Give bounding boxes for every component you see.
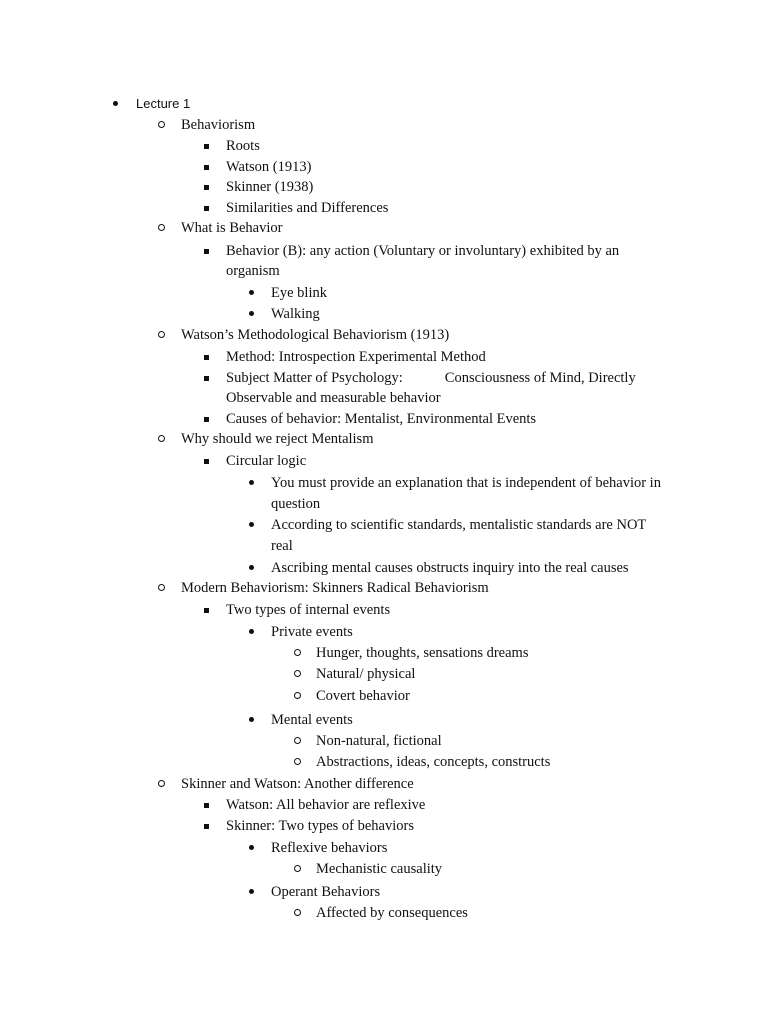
list-item: Mechanistic causality xyxy=(316,861,443,877)
bullet-square-icon xyxy=(204,347,209,367)
what-is-behavior-heading: What is Behavior xyxy=(181,220,283,236)
subject-matter-value: Consciousness of Mind, Directly xyxy=(444,370,636,386)
list-item: Watson (1913) xyxy=(226,159,312,175)
list-item: Eye blink xyxy=(271,285,327,301)
bullet-square-icon xyxy=(204,368,209,388)
list-item: Affected by consequences xyxy=(316,905,468,921)
list-item: Reflexive behaviors xyxy=(271,840,388,856)
behaviorism-heading: Behaviorism xyxy=(181,117,256,133)
bullet-dot-icon xyxy=(249,557,254,577)
list-item: Natural/ physical xyxy=(316,666,416,682)
bullet-circle-icon xyxy=(158,115,165,135)
bullet-square-icon xyxy=(204,198,209,218)
list-item: Abstractions, ideas, concepts, constructs xyxy=(316,754,551,770)
bullet-square-icon xyxy=(204,600,209,620)
list-item: Walking xyxy=(271,306,320,322)
bullet-circle-icon xyxy=(158,774,165,794)
subject-matter xyxy=(226,368,636,388)
bullet-circle-icon xyxy=(158,578,165,598)
list-item: Watson: All behavior are reflexive xyxy=(226,797,426,813)
bullet-circle-icon xyxy=(294,859,301,879)
bullet-circle-icon xyxy=(158,325,165,345)
list-item: Operant Behaviors xyxy=(271,884,381,900)
bullet-dot-icon xyxy=(249,709,254,729)
bullet-dot-icon xyxy=(113,93,118,113)
list-item: Similarities and Differences xyxy=(226,200,389,216)
list-item: Skinner: Two types of behaviors xyxy=(226,818,414,834)
bullet-dot-icon xyxy=(249,514,254,534)
list-item: Mental events xyxy=(271,712,353,728)
subject-matter-label: Subject Matter of Psychology: xyxy=(226,370,403,386)
bullet-circle-icon xyxy=(158,218,165,238)
reject-mentalism-heading: Why should we reject Mentalism xyxy=(181,431,374,447)
watson-method-heading: Watson’s Methodological Behaviorism (1913) xyxy=(181,327,450,343)
list-item: Two types of internal events xyxy=(226,602,391,618)
bullet-dot-icon xyxy=(249,472,254,492)
bullet-square-icon xyxy=(204,241,209,261)
bullet-square-icon xyxy=(204,157,209,177)
skinner-watson-heading: Skinner and Watson: Another difference xyxy=(181,776,414,792)
bullet-dot-icon xyxy=(249,303,254,323)
bullet-square-icon xyxy=(204,816,209,836)
list-item: Causes of behavior: Mentalist, Environmental Events xyxy=(226,411,537,427)
list-item: Hunger, thoughts, sensations dreams xyxy=(316,645,529,661)
lecture-title: Lecture 1 xyxy=(136,96,191,111)
bullet-square-icon xyxy=(204,795,209,815)
bullet-square-icon xyxy=(204,451,209,471)
bullet-circle-icon xyxy=(294,752,301,772)
list-item: Circular logic xyxy=(226,453,307,469)
bullet-circle-icon xyxy=(294,664,301,684)
bullet-circle-icon xyxy=(294,643,301,663)
list-item: Method: Introspection Experimental Method xyxy=(226,349,486,365)
list-item: Private events xyxy=(271,624,353,640)
bullet-circle-icon xyxy=(294,903,301,923)
list-item: You must provide an explanation that is independent of behavior in xyxy=(271,475,661,491)
list-item: Roots xyxy=(226,138,260,154)
behavior-definition: Behavior (B): any action (Voluntary or involuntary) exhibited by an xyxy=(226,243,620,259)
bullet-square-icon xyxy=(204,409,209,429)
bullet-circle-icon xyxy=(294,686,301,706)
list-item-cont: real xyxy=(271,538,293,554)
list-item: Skinner (1938) xyxy=(226,179,314,195)
modern-behaviorism-heading: Modern Behaviorism: Skinners Radical Behaviorism xyxy=(181,580,489,596)
bullet-circle-icon xyxy=(294,731,301,751)
bullet-circle-icon xyxy=(158,429,165,449)
bullet-dot-icon xyxy=(249,621,254,641)
bullet-square-icon xyxy=(204,136,209,156)
bullet-dot-icon xyxy=(249,837,254,857)
bullet-dot-icon xyxy=(249,282,254,302)
list-item: Non-natural, fictional xyxy=(316,733,442,749)
bullet-dot-icon xyxy=(249,881,254,901)
bullet-square-icon xyxy=(204,177,209,197)
list-item: According to scientific standards, mentalistic standards are NOT xyxy=(271,517,647,533)
behavior-definition-cont: organism xyxy=(226,263,280,279)
list-item: Ascribing mental causes obstructs inquiry into the real causes xyxy=(271,560,629,576)
list-item: Covert behavior xyxy=(316,688,410,704)
list-item-cont: question xyxy=(271,496,321,512)
subject-matter-cont: Observable and measurable behavior xyxy=(226,390,441,406)
